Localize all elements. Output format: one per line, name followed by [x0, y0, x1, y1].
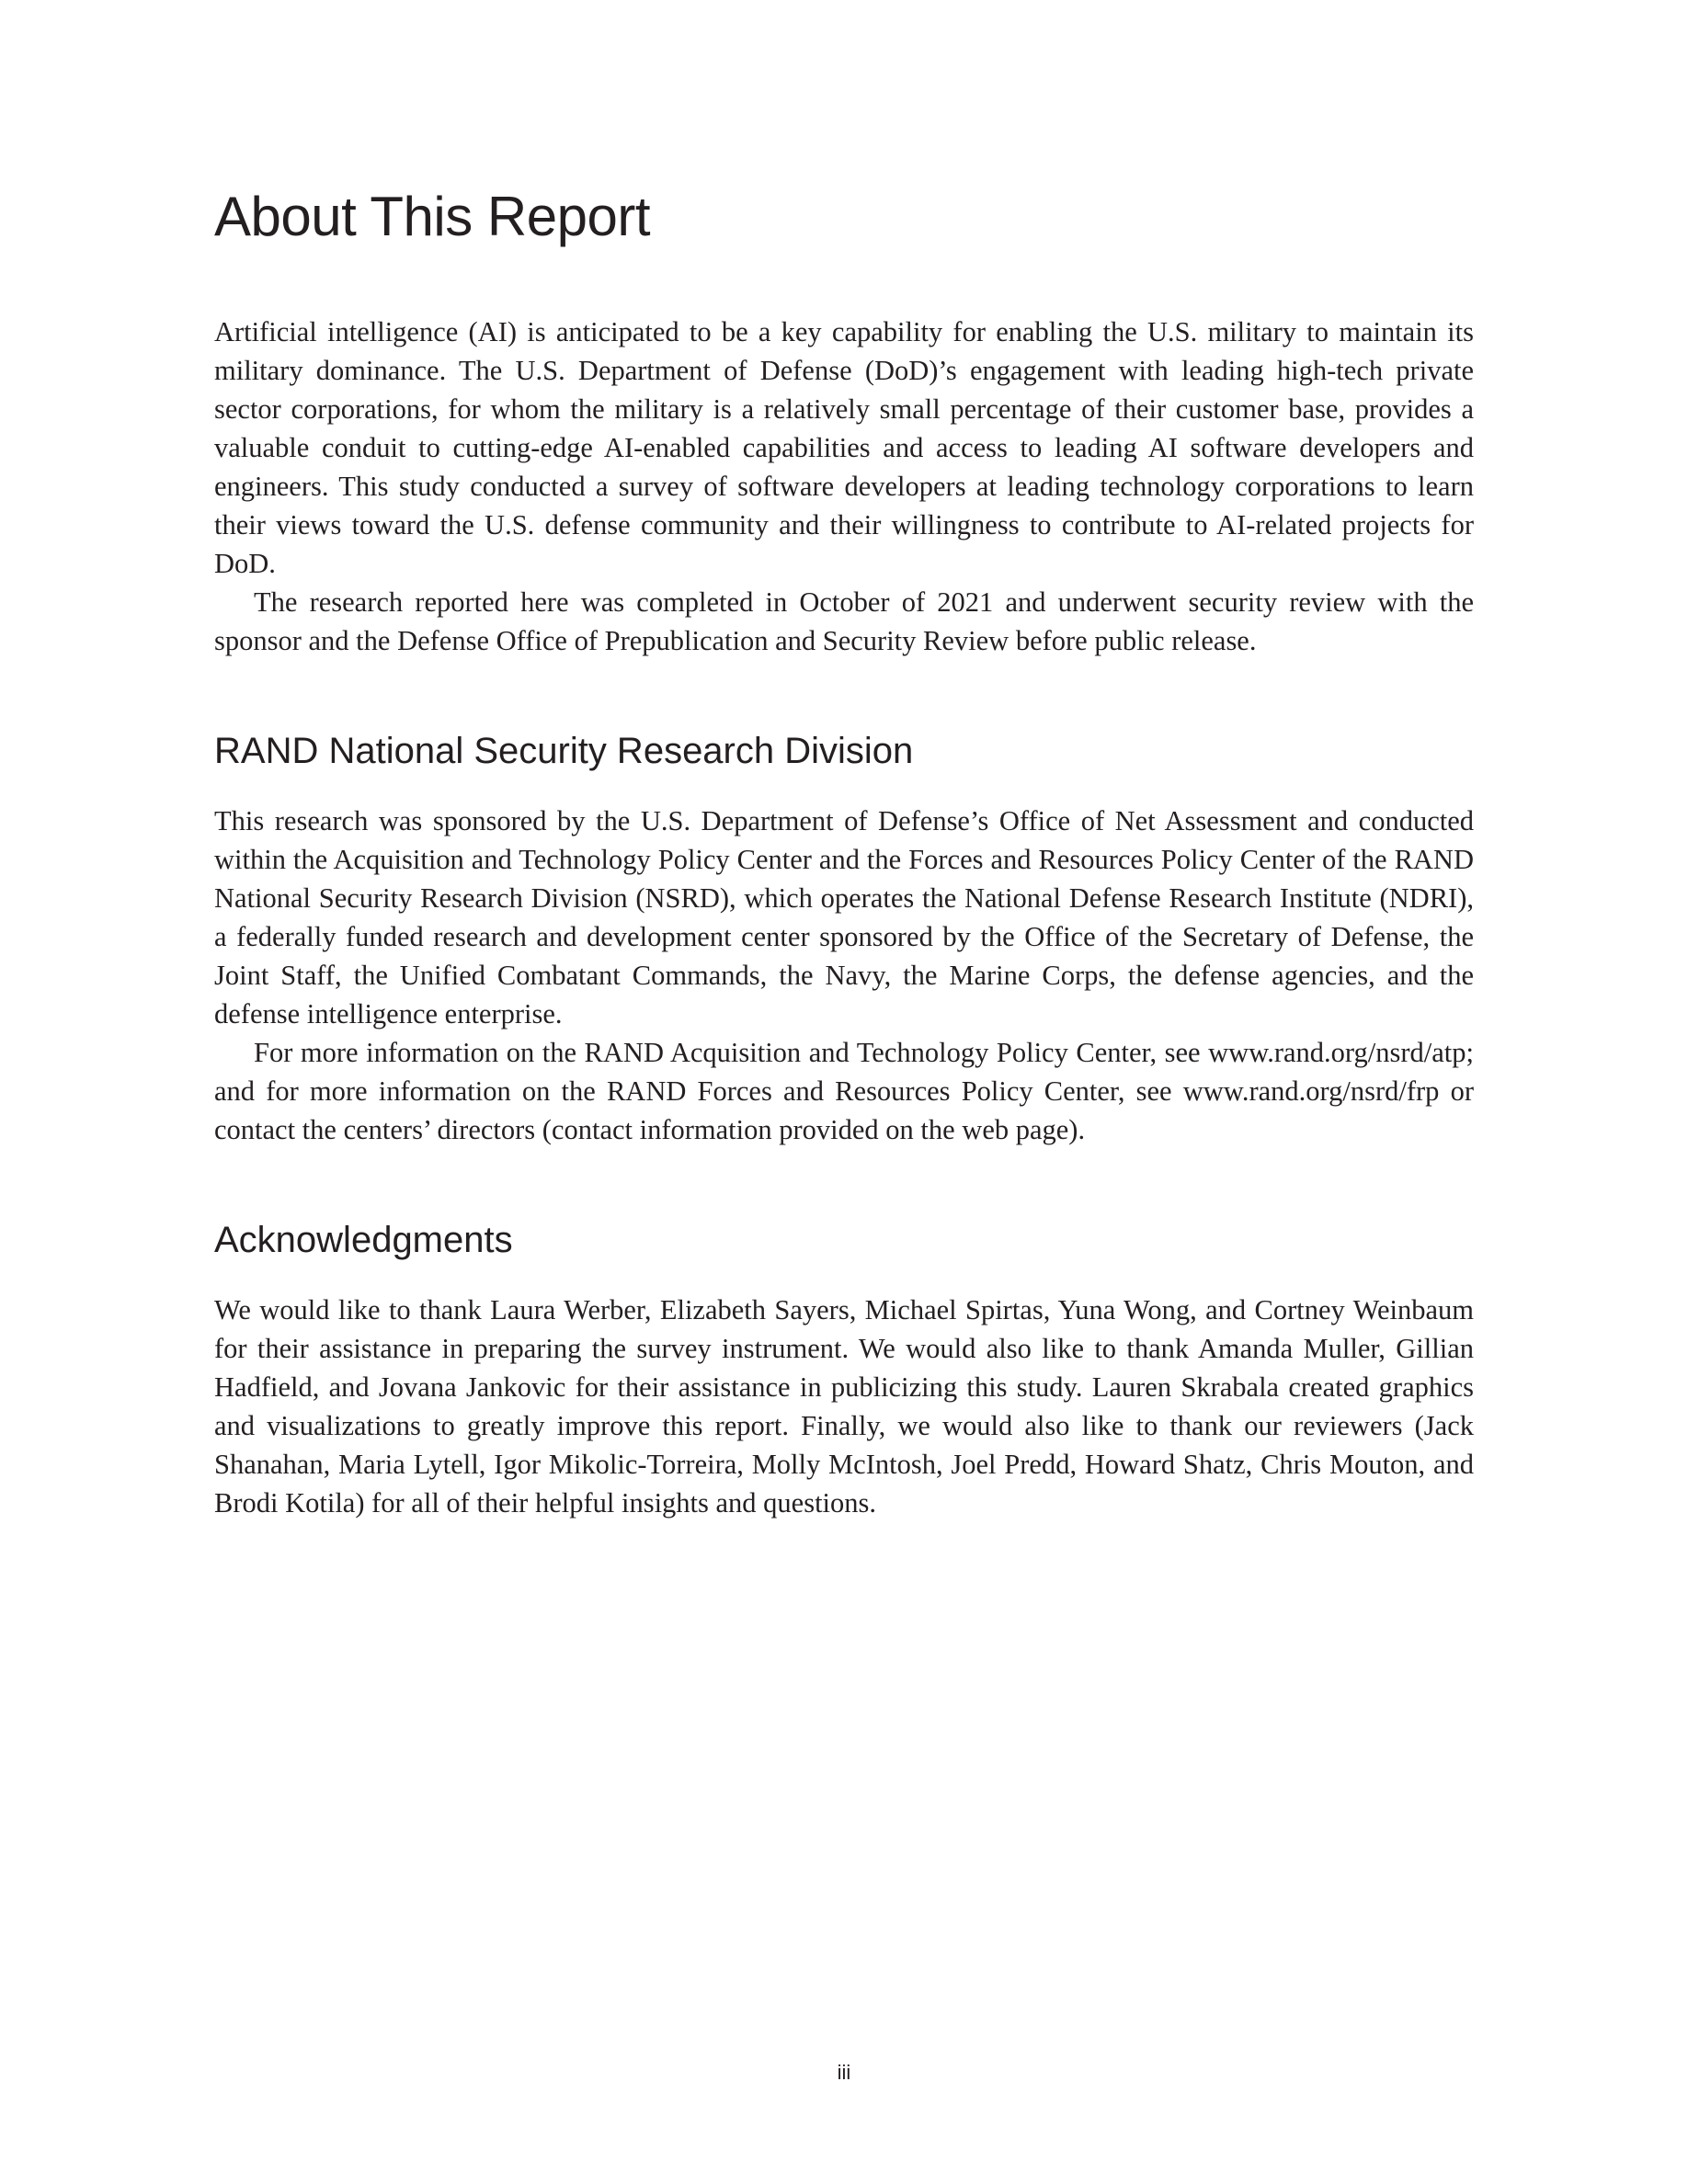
nsrd-paragraph-1: This research was sponsored by the U.S. Department of Defense’s Office of Net Assessment and conducted within the Acquisition and Technology Policy Center and the Forces and Resources Policy Center of the RAND National Security Research Division (NSRD), which operates the National Defense Research Institute (NDRI), a federally funded research and development center sponsored by the Office of the Secretary of Defense, the Joint Staff, the Unified Combatant Commands, the Navy, the Marine Corps, the defense agencies, and the defense intelligence enterprise.: [214, 805, 1474, 1029]
acknowledgments-heading: Acknowledgments: [214, 1220, 513, 1260]
nsrd-paragraph-2: For more information on the RAND Acquisition and Technology Policy Center, see www.rand.org/nsrd/atp; and for more information on the RAND Forces and Resources Policy Center, see www.rand.org/nsrd/frp or contact the centers’ directors (contact information provided on the web page).: [214, 1037, 1474, 1145]
about-paragraph-1: Artificial intelligence (AI) is anticipated to be a key capability for enabling the U.S. military to maintain its military dominance. The U.S. Department of Defense (DoD)’s engagement with leading high-tech private sector corporations, for whom the military is a relatively small percentage of their customer base, provides a valuable conduit to cutting-edge AI-enabled capabilities and access to leading AI software developers and engineers. This study conducted a survey of software developers at leading technology corporations to learn their views toward the U.S. defense community and their willingness to contribute to AI-related projects for DoD.: [214, 316, 1474, 579]
nsrd-section: [214, 802, 1474, 1149]
page-number: iii: [837, 2061, 851, 2084]
about-paragraph-2: The research reported here was completed in October of 2021 and underwent security review with the sponsor and the Defense Office of Prepublication and Security Review before public release.: [214, 586, 1474, 656]
acknowledgments-paragraph-1: We would like to thank Laura Werber, Elizabeth Sayers, Michael Spirtas, Yuna Wong, and Cortney Weinbaum for their assistance in preparing the survey instrument. We would also like to thank Amanda Muller, Gillian Hadfield, and Jovana Jankovic for their assistance in publicizing this study. Lauren Skrabala created graphics and visualizations to greatly improve this report. Finally, we would also like to thank our reviewers (Jack Shanahan, Maria Lytell, Igor Mikolic-Torreira, Molly McIntosh, Joel Predd, Howard Shatz, Chris Mouton, and Brodi Kotila) for all of their helpful insights and questions.: [214, 1294, 1474, 1519]
nsrd-heading: RAND National Security Research Division: [214, 731, 914, 771]
about-section: [214, 313, 1474, 660]
page-title: About This Report: [214, 186, 650, 247]
acknowledgments-section: [214, 1291, 1474, 1522]
